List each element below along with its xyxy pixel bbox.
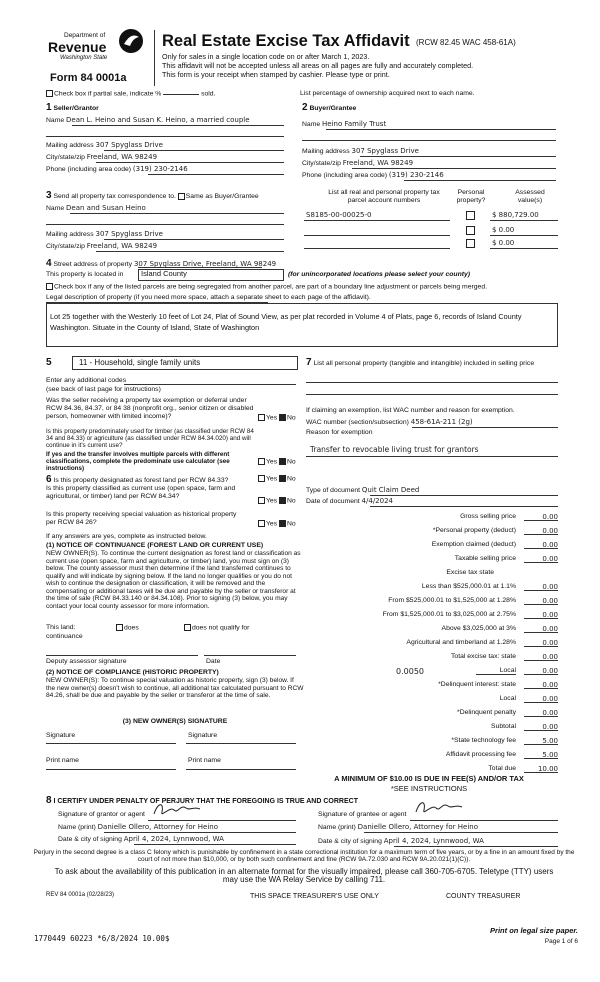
seller-mail-field[interactable]: 307 Spyglass Drive: [95, 141, 163, 149]
unincorporated-note: (for unincorporated locations please select your county): [288, 271, 471, 278]
document-date-field[interactable]: 4/4/2024: [361, 497, 393, 505]
timber-no-checkbox[interactable]: [279, 458, 286, 465]
forest-yes-checkbox[interactable]: [258, 475, 265, 482]
owner-signature-label[interactable]: Signature: [46, 732, 76, 739]
correspondence-city-field[interactable]: Freeland, WA 98249: [86, 242, 158, 250]
form-title: Real Estate Excise Tax Affidavit: [162, 32, 410, 50]
section-6-number: 6: [46, 474, 52, 485]
parcel-personal-checkbox[interactable]: [466, 226, 475, 235]
parcel-personal-checkbox[interactable]: [466, 239, 475, 248]
wac-number-field[interactable]: 458-61A-211 (2g): [410, 418, 473, 426]
buyer-phone-field[interactable]: (319) 230-2146: [388, 171, 444, 179]
treasurer-use-label: THIS SPACE TREASURER'S USE ONLY: [250, 893, 379, 900]
receipt-stamp: 1770449 60223 *6/8/2024 10.00$: [34, 934, 170, 943]
notice-compliance-title: (2) NOTICE OF COMPLIANCE (HISTORIC PROPERTY): [46, 669, 219, 676]
exemption-claim-label: If claiming an exemption, list WAC number and reason for exemption.: [306, 407, 515, 414]
parcels-header-value: Assessed value(s): [515, 189, 545, 204]
land-use-code-select[interactable]: 11 - Household, single family units: [72, 356, 298, 370]
same-as-buyer-checkbox[interactable]: [178, 193, 185, 200]
affidavit-processing-fee[interactable]: 5.00: [542, 751, 558, 759]
buyer-mail-field[interactable]: 307 Spyglass Drive: [351, 147, 419, 155]
grantor-name-print[interactable]: Danielle Ollero, Attorney for Heino: [97, 823, 219, 831]
legal-description-label: Legal description of property (if you need more space, attach a separate sheet to each page of the affidavit).: [46, 294, 371, 301]
correspondence-mail-field[interactable]: 307 Spyglass Drive: [95, 230, 163, 238]
header-note2: This affidavit will not be accepted unless all areas on all pages are fully and accurately completed.: [162, 61, 474, 70]
parcel-account-field[interactable]: S8185-00-00025-0: [306, 211, 372, 219]
timber-yes-checkbox[interactable]: [258, 458, 265, 465]
county-treasurer-label: COUNTY TREASURER: [446, 893, 521, 900]
tier3-tax[interactable]: 0.00: [542, 611, 558, 619]
total-excise-state[interactable]: 0.00: [542, 653, 558, 661]
agricultural-tax[interactable]: 0.00: [542, 639, 558, 647]
delinquent-penalty[interactable]: 0.00: [542, 709, 558, 717]
section-7-number: 7: [306, 357, 312, 368]
section-4-number: 4: [46, 258, 52, 269]
dor-logo: [48, 32, 148, 72]
forest-no-checkbox[interactable]: [279, 475, 286, 482]
exemption-yes-checkbox[interactable]: [258, 414, 265, 421]
current-use-no-checkbox[interactable]: [279, 497, 286, 504]
legal-paper-note: Print on legal size paper.: [490, 926, 578, 935]
legal-description-text: Lot 25 together with the Westerly 10 feet of Lot 24, Plat of Sound View, as per plat recorded in Volume 4 of Plats, page 6, records of Island County Washington. Situate in the County of Island, State of Washington: [50, 312, 522, 332]
exemption-claimed-deduct[interactable]: 0.00: [542, 541, 558, 549]
parcel-value-field[interactable]: $ 880,729.00: [492, 211, 539, 219]
logo-line1: Department of: [64, 32, 106, 39]
delinquent-interest-state[interactable]: 0.00: [542, 681, 558, 689]
timber-question-b: If yes and the transfer involves multiple parcels with different classifications, complete the predominate use calculator (see instructions): [46, 451, 230, 473]
ownership-note: List percentage of ownership acquired next to each name.: [300, 90, 475, 97]
tier1-tax[interactable]: 0.00: [542, 583, 558, 591]
current-use-yes-checkbox[interactable]: [258, 497, 265, 504]
historic-no-checkbox[interactable]: [279, 520, 286, 527]
perjury-warning: Perjury in the second degree is a class C felony which is punishable by confinement in a state correctional institution for a maximum term of five years, or by a fine in an amount fixed by the court of not more than $10,000, or by both such confinement and fine (RCW 9A.72.030 and RCW 9A.20.021(1)(C)).: [33, 849, 575, 864]
buyer-city-field[interactable]: Freeland, WA 98249: [342, 159, 414, 167]
subtotal[interactable]: 0.00: [542, 723, 558, 731]
grantee-signature[interactable]: [412, 798, 472, 818]
local-rate: 0.0050: [396, 667, 424, 676]
segregated-label: Check box if any of the listed parcels are being segregated from another parcel, are part of a boundary line adjustment or parcels being merged.: [54, 283, 487, 291]
form-citation: (RCW 82.45 WAC 458-61A): [416, 38, 516, 47]
owner-signature-label-2[interactable]: Signature: [188, 732, 218, 739]
seller-name-field[interactable]: Dean L. Heino and Susan K. Heino, a married couple: [66, 116, 250, 124]
owner-print-name-label-2[interactable]: Print name: [188, 757, 221, 764]
buyer-title: Buyer/Grantee: [309, 105, 357, 112]
partial-sale-row: Check box if partial sale, indicate % sold.: [46, 90, 215, 98]
taxable-selling-price[interactable]: 0.00: [542, 555, 558, 563]
correspondence-label: Send all property tax correspondence to.: [53, 193, 176, 200]
correspondence-name-field[interactable]: Dean and Susan Heino: [66, 204, 146, 212]
partial-sale-checkbox[interactable]: [46, 90, 53, 97]
new-owner-signature-title: (3) NEW OWNER(S) SIGNATURE: [122, 718, 228, 725]
see-instructions: *SEE INSTRUCTIONS: [390, 784, 468, 793]
deputy-signature-label: Deputy assessor signature: [46, 658, 127, 665]
historic-yes-checkbox[interactable]: [258, 520, 265, 527]
seller-city-field[interactable]: Freeland, WA 98249: [86, 153, 158, 161]
owner-print-name-label[interactable]: Print name: [46, 757, 79, 764]
exemption-reason-field[interactable]: Transfer to revocable living trust for grantors: [310, 445, 479, 454]
logo-icon: [118, 28, 144, 54]
total-due[interactable]: 10.00: [537, 765, 558, 773]
legal-description-box[interactable]: [46, 303, 558, 347]
seller-phone-field[interactable]: (319) 230-2146: [132, 165, 188, 173]
does-qualify-checkbox[interactable]: [116, 624, 123, 631]
deputy-date-label: Date: [206, 658, 221, 665]
form-number: Form 84 0001a: [50, 72, 127, 84]
grantee-name-print[interactable]: Danielle Ollero, Attorney for Heino: [357, 823, 479, 831]
timber-question: Is this property predominately used for timber (as classified under RCW 84 34 and 84.33) or agriculture (as classified under RCW 84.34.020) and will continue in it's current use?: [46, 428, 254, 450]
parcels-header-account: List all real and personal property tax parcel account numbers: [328, 189, 440, 204]
grantor-date-city[interactable]: April 4, 2024, Lynnwood, WA: [123, 835, 224, 843]
exemption-no-checkbox[interactable]: [279, 414, 286, 421]
header-note1: Only for sales in a single location code on or after March 1, 2023.: [162, 52, 370, 61]
local-tax[interactable]: 0.00: [542, 667, 558, 675]
logo-line3: Washington State: [60, 55, 108, 61]
logo-line2: Revenue: [48, 39, 107, 55]
gross-selling-price[interactable]: 0.00: [542, 513, 558, 521]
tier4-tax[interactable]: 0.00: [542, 625, 558, 633]
section-8-number: 8: [46, 795, 52, 806]
document-type-field[interactable]: Quit Claim Deed: [361, 486, 420, 494]
delinquent-interest-local[interactable]: 0.00: [542, 695, 558, 703]
historic-question: Is this property receiving special valuation as historical property per RCW 84 26?: [46, 511, 237, 526]
buyer-name-field[interactable]: Heino Family Trust: [322, 120, 387, 128]
forest-question: Is this property designated as forest land per RCW 84.33?: [53, 477, 229, 484]
current-use-question: Is this property classified as current use (open space, farm and agricultural, or timber) land per RCW 84.34?: [46, 485, 236, 500]
exemption-question: Was the seller receiving a property tax exemption or deferral under RCW 84.36, 84.37, or 84 38 (nonprofit org., senior citizen or disabled person, homeowner with limited income)?: [46, 397, 254, 420]
seller-title: Seller/Grantor: [53, 105, 99, 112]
section-3-number: 3: [46, 190, 52, 201]
section-5-number: 5: [46, 357, 52, 368]
personal-property-deduct[interactable]: 0.00: [542, 527, 558, 535]
tier2-tax[interactable]: 0.00: [542, 597, 558, 605]
minimum-due-note: A MINIMUM OF $10.00 IS DUE IN FEE(S) AND/OR TAX: [334, 774, 524, 783]
alternate-format-note: To ask about the availability of this publication in an alternate format for the visually impaired, please call 360-705-6705. Teletype (TTY) users may use the WA Relay Service by calling 711.: [54, 867, 554, 885]
notice-continuance-text: NEW OWNER(S). To continue the current designation as forest land or classification as current use (open space, farm and agriculture, or timber) land, you must sign on (3) below. The county assessor must then determine if the land transferred continues to qualify and will indicate by signing below. If the land no longer qualifies or you do not wish to continue the designation or classification, it will be removed and the compensating or additional taxes will be due and payable by the seller or transferor at the time of sale (RCW 84.33.140 or 84.34.108). Prior to signing (3) below, you may contact your local county assessor for more information.: [46, 550, 301, 611]
does-not-qualify-checkbox[interactable]: [184, 624, 191, 631]
revision-label: REV 84 0001a (02/28/23): [46, 892, 115, 898]
grantee-date-city[interactable]: April 4, 2024, Lynnwood, WA: [383, 837, 484, 845]
notice-continuance-title: (1) NOTICE OF CONTINUANCE (FOREST LAND OR CURRENT USE): [46, 542, 264, 549]
grantor-signature[interactable]: [150, 800, 210, 820]
parcel-value-field[interactable]: $ 0.00: [492, 226, 515, 234]
county-select[interactable]: Island County: [138, 269, 284, 281]
street-address-field[interactable]: 307 Spyglass Drive, Freeland, WA 98249: [133, 260, 277, 268]
segregated-checkbox[interactable]: [46, 283, 53, 290]
page-number: Page 1 of 6: [544, 938, 578, 945]
parcel-value-field[interactable]: $ 0.00: [492, 239, 515, 247]
parcels-header-personal: Personal property?: [456, 189, 486, 204]
section-2-number: 2: [302, 102, 308, 113]
certify-statement: I CERTIFY UNDER PENALTY OF PERJURY THAT THE FOREGOING IS TRUE AND CORRECT: [53, 798, 358, 805]
header-note3: This form is your receipt when stamped by cashier. Please type or print.: [162, 70, 390, 79]
state-technology-fee[interactable]: 5.00: [542, 737, 558, 745]
section-1-number: 1: [46, 102, 52, 113]
notice-compliance-text: NEW OWNER(S): To continue special valuation as historic property, sign (3) below. If the new owner(s) doesn't wish to continue, all additional tax calculated pursuant to RCW 84.26, shall be due and payable by the seller or transferor at the time of sale.: [46, 677, 304, 700]
personal-property-label: List all personal property (tangible and intangible) included in selling price: [313, 360, 535, 367]
parcel-personal-checkbox[interactable]: [466, 211, 475, 220]
